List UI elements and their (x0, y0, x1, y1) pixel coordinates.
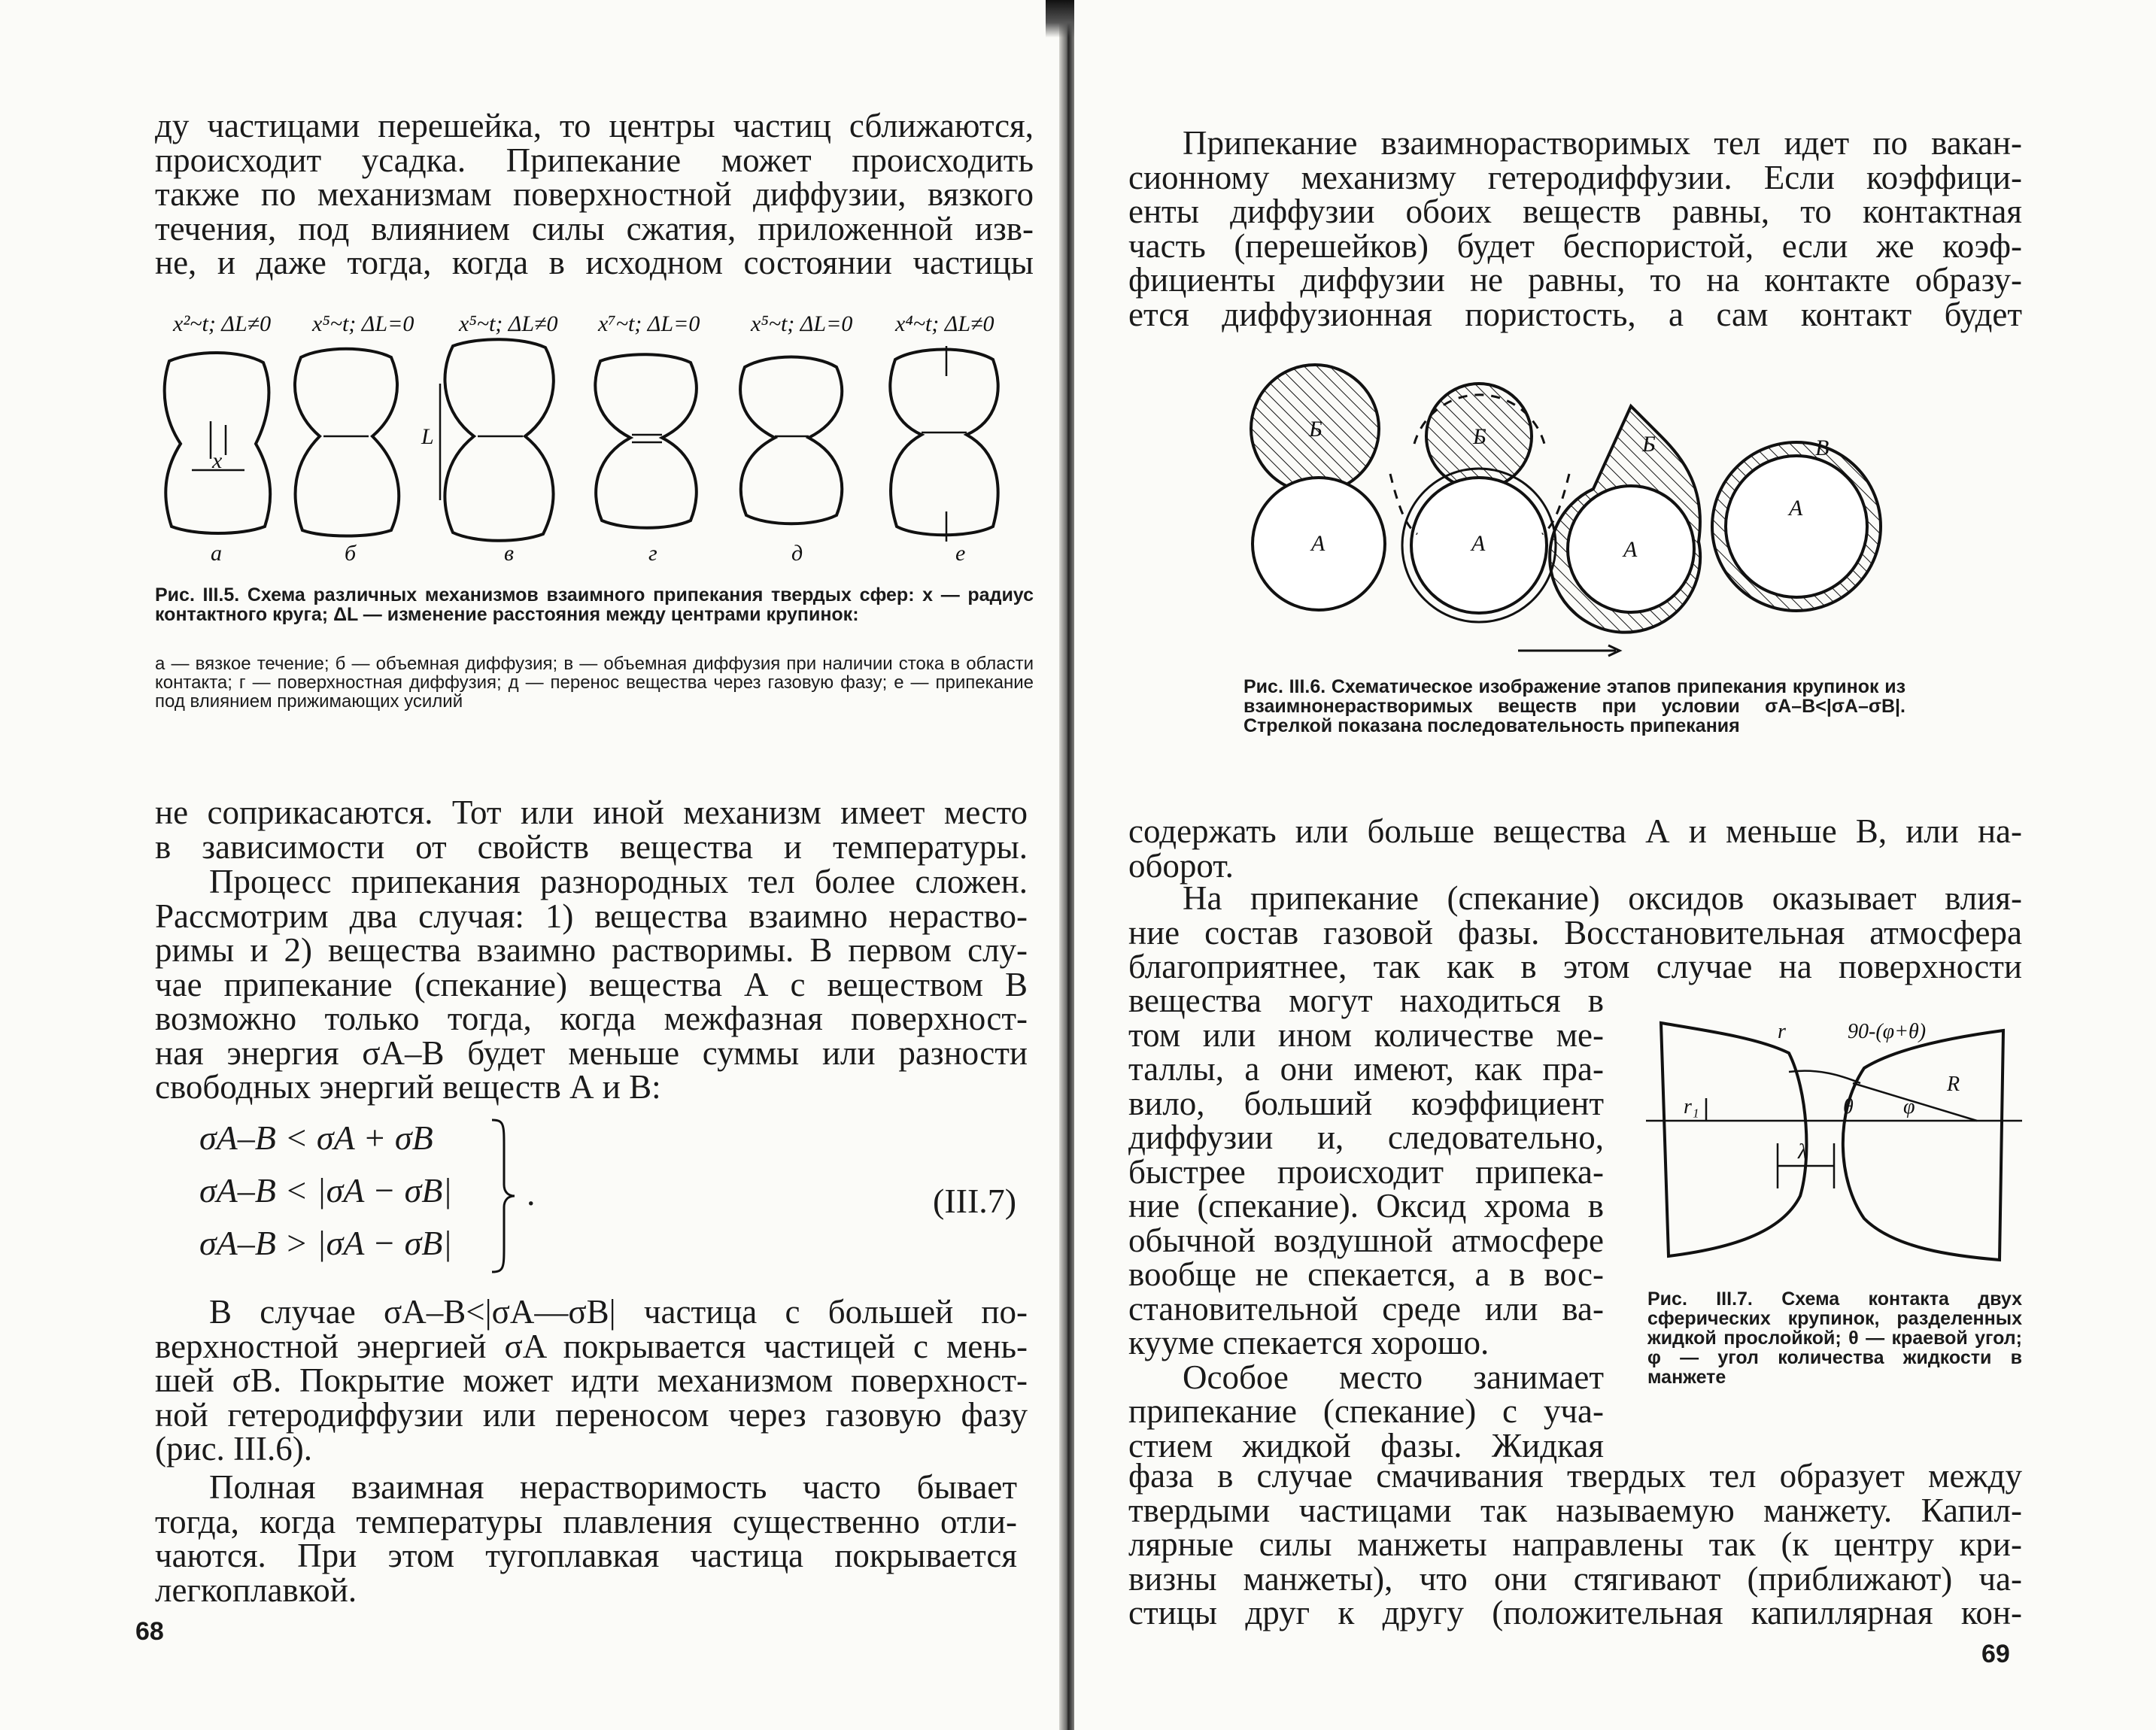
text-line: ние состав газовой фазы. Восстановительная атмосфера (1128, 913, 2022, 952)
text-line: припекание (спекание) с уча- (1128, 1392, 1604, 1430)
text-line: Рассмотрим два случая: 1) вещества взаимно нераство- (155, 897, 1028, 935)
formula-line: σA–B < σA + σB (199, 1118, 433, 1157)
fig7-label: r₁ (1684, 1095, 1699, 1118)
left-paragraph-2 (155, 865, 1028, 1105)
right-narrow-column (1128, 984, 1604, 1463)
fig5-shape-b (295, 349, 399, 536)
formula-number: (III.7) (933, 1182, 1017, 1220)
fig7-caption: Рис. III.7. Схема контакта двух сферических крупинок, разделенных жидкой прослойкой; θ — краевой угол; φ — угол количества жидкости в манжете (1647, 1288, 2022, 1388)
right-top-paragraph (1128, 126, 2022, 332)
text-line: шей σB. Покрытие может идти механизмом поверхност- (155, 1361, 1028, 1399)
text-line: не, и даже тогда, когда в исходном состоянии частицы (155, 244, 1034, 281)
text-line: чае припекание (спекание) вещества А с веществом В (155, 965, 1028, 1003)
text-line: стицы друг к другу (положительная капиллярная кон- (1128, 1594, 2022, 1631)
fig5-legend: а — вязкое течение; б — объемная диффузия; в — объемная диффузия при наличии стока в области контакта; г — поверхностная диффузия; д — перенос вещества через газовую фазу; е — припекание под влиянием прижимающих усилий (155, 654, 1034, 712)
fig6-label-B: Б (1473, 424, 1486, 449)
fig5-formula: x⁴~t; ΔL≠0 (895, 311, 994, 336)
text-line: ная энергия σA–B будет меньше суммы или разности (155, 1033, 1028, 1072)
right-page (1074, 0, 2156, 1730)
formula-brace (489, 1117, 519, 1275)
figure-III-6 (1240, 354, 1917, 669)
text-line: быстрее происходит припека- (1128, 1152, 1604, 1191)
formula-line: σA–B < |σA − σB| (199, 1171, 452, 1209)
fig5-letter: в (504, 541, 515, 566)
fig7-label: 90-(φ+θ) (1848, 1020, 1927, 1043)
fig5-formula: x⁵~t; ΔL≠0 (459, 311, 558, 336)
fig5-caption: Рис. III.5. Схема различных механизмов взаимного припекания твердых сфер: x — радиус контактного круга; ΔL — изменение расстояния между центрами крупинок: (155, 584, 1034, 625)
text-line: визны манжеты), что они стягивают (приближают) ча- (1128, 1559, 2022, 1598)
text-line: содержать или больше вещества А и меньше В, или на- (1128, 812, 2022, 850)
fig5-formula: x²~t; ΔL≠0 (173, 311, 272, 336)
fig6-label-B: Б (1642, 432, 1656, 457)
fig5-label-L: L (421, 424, 434, 449)
text-line: ду частицами перешейка, то центры частиц сближаются, (155, 107, 1034, 144)
fig7-left-sphere (1661, 1023, 1806, 1256)
text-line: На припекание (спекание) оксидов оказывает влия- (1183, 879, 2022, 917)
fig5-formula: x⁵~t; ΔL=0 (751, 311, 853, 336)
text-line: возможно только тогда, когда межфазная поверхност- (155, 1000, 1028, 1037)
fig5-letter: е (955, 541, 966, 566)
fig5-formula: x⁷~t; ΔL=0 (598, 311, 700, 336)
text-line: таллы, а они имеют, как пра- (1128, 1050, 1604, 1088)
text-line: том или ином количестве ме- (1128, 1015, 1604, 1054)
right-page-number: 69 (1981, 1640, 2010, 1668)
text-line: фаза в случае смачивания твердых тел образует между (1128, 1457, 2022, 1495)
text-line: римы и 2) вещества взаимно растворимы. В первом слу- (155, 931, 1028, 969)
text-line: вило, больший коэффициент (1128, 1084, 1604, 1122)
text-line: Процесс припекания разнородных тел более сложен. (209, 863, 1028, 900)
text-line: происходит усадка. Припекание может происходить (155, 141, 1034, 179)
text-line: обычной воздушной атмосфере (1128, 1221, 1604, 1259)
left-page-number: 68 (135, 1617, 164, 1646)
text-line: Припекание взаимнорастворимых тел идет по вакан- (1183, 124, 2022, 162)
left-page (0, 0, 1068, 1730)
text-line: вещества могут находиться в (1128, 982, 1604, 1019)
text-line: верхностной энергией σA покрывается частицей с мень- (155, 1327, 1028, 1365)
text-line: ется диффузионная пористость, а сам контакт будет (1128, 295, 2022, 333)
text-line: в зависимости от свойств вещества и температуры. (155, 827, 1028, 866)
left-mid-paragraph (155, 796, 1028, 864)
text-line: ние (спекание). Оксид хрома в (1128, 1187, 1604, 1225)
text-line: фициенты диффузии не равны, то на контакте образу- (1128, 261, 2022, 299)
text-line: легкоплавкой. (155, 1571, 357, 1609)
fig5-shape-a (165, 353, 271, 533)
fig5-formula: x⁵~t; ΔL=0 (312, 311, 414, 336)
text-line: диффузии и, следовательно, (1128, 1118, 1604, 1156)
left-paragraph-4 (155, 1470, 1017, 1607)
text-line: оборот. (1128, 846, 1234, 885)
fig5-letter: а (211, 541, 222, 566)
text-line: ной гетеродиффузии или переносом через газовую фазу (155, 1395, 1028, 1434)
fig6-circle-A4 (1726, 456, 1867, 597)
fig6-label-B: В (1815, 436, 1830, 460)
fig7-label: θ (1843, 1095, 1854, 1118)
fig6-label-A: А (1471, 531, 1486, 556)
text-line: енты диффузии обоих веществ равны, то контактная (1128, 193, 2022, 230)
right-paragraph-2 (1128, 879, 2022, 985)
fig6-label-A: А (1311, 531, 1325, 556)
fig7-label: r (1778, 1020, 1786, 1043)
text-line: благоприятнее, так как в этом случае на поверхности (1128, 948, 2022, 985)
fig6-caption: Рис. III.6. Схематическое изображение этапов припекания крупинок из взаимнонерастворимых веществ при условии σA–B<|σA–σB|. Стрелкой показана последовательность припекания (1243, 676, 1905, 736)
left-paragraph-3 (155, 1295, 1028, 1467)
fig5-letter: г (648, 541, 657, 566)
fig7-label: φ (1903, 1095, 1915, 1118)
text-line: вообще не спекается, а в вос- (1128, 1255, 1604, 1293)
right-bottom-paragraph (1128, 1459, 2022, 1631)
fig7-label: λ (1798, 1140, 1808, 1164)
text-line: Полная взаимная нерастворимость часто бывает (209, 1468, 1017, 1506)
text-line: не соприкасаются. Тот или иной механизм имеет место (155, 794, 1028, 831)
fig6-label-A: А (1789, 496, 1803, 521)
text-line: (рис. III.6). (155, 1430, 312, 1467)
text-line: Особое место занимает (1183, 1358, 1604, 1396)
fig5-shape-e (740, 357, 842, 524)
text-line: свободных энергий веществ А и В: (155, 1068, 661, 1106)
text-line: лярные силы манжеты направлены так (к центру кри- (1128, 1525, 2022, 1563)
fig6-label-A: А (1623, 537, 1638, 562)
fig6-label-B: Б (1309, 417, 1322, 442)
fig5-shape-f (890, 350, 998, 536)
text-line: сионному механизму гетеродиффузии. Если коэффици- (1128, 158, 2022, 196)
fig7-right-sphere (1843, 1030, 2003, 1260)
formula-system (199, 1112, 452, 1270)
text-line: В случае σA–B<|σA—σB| частица с большей по- (209, 1293, 1028, 1331)
formula-tail: . (527, 1174, 536, 1213)
text-line: твердыми частицами так называемую манжету. Капил- (1128, 1491, 2022, 1529)
text-line: часть (перешейков) будет беспористой, если же коэф- (1128, 226, 2022, 265)
text-line: стием жидкой фазы. Жидкая (1128, 1426, 1604, 1464)
fig5-letter: б (345, 541, 357, 566)
left-top-paragraph (155, 109, 1034, 281)
fig5-letter: д (791, 541, 803, 566)
text-line: тогда, когда температуры плавления существенно отли- (155, 1502, 1017, 1540)
text-line: течения, под влиянием силы сжатия, приложенной изв- (155, 209, 1034, 247)
formula-line: σA–B > |σA − σB| (199, 1224, 452, 1262)
text-line: становительной среде или ва- (1128, 1289, 1604, 1328)
figure-III-5 (143, 301, 1046, 568)
book-gutter (1059, 0, 1076, 1730)
figure-III-7 (1646, 1008, 2022, 1279)
fig7-label: R (1947, 1073, 1960, 1096)
fig5-label-x: x (212, 448, 223, 473)
fig5-shape-c (445, 339, 553, 541)
text-line: чаются. При этом тугоплавкая частица покрывается (155, 1537, 1017, 1574)
fig5-shape-d (595, 354, 696, 528)
right-mid-paragraph (1128, 812, 2022, 885)
text-line: также по механизмам поверхностной диффузии, вязкого (155, 175, 1034, 213)
text-line: кууме спекается хорошо. (1128, 1324, 1489, 1361)
